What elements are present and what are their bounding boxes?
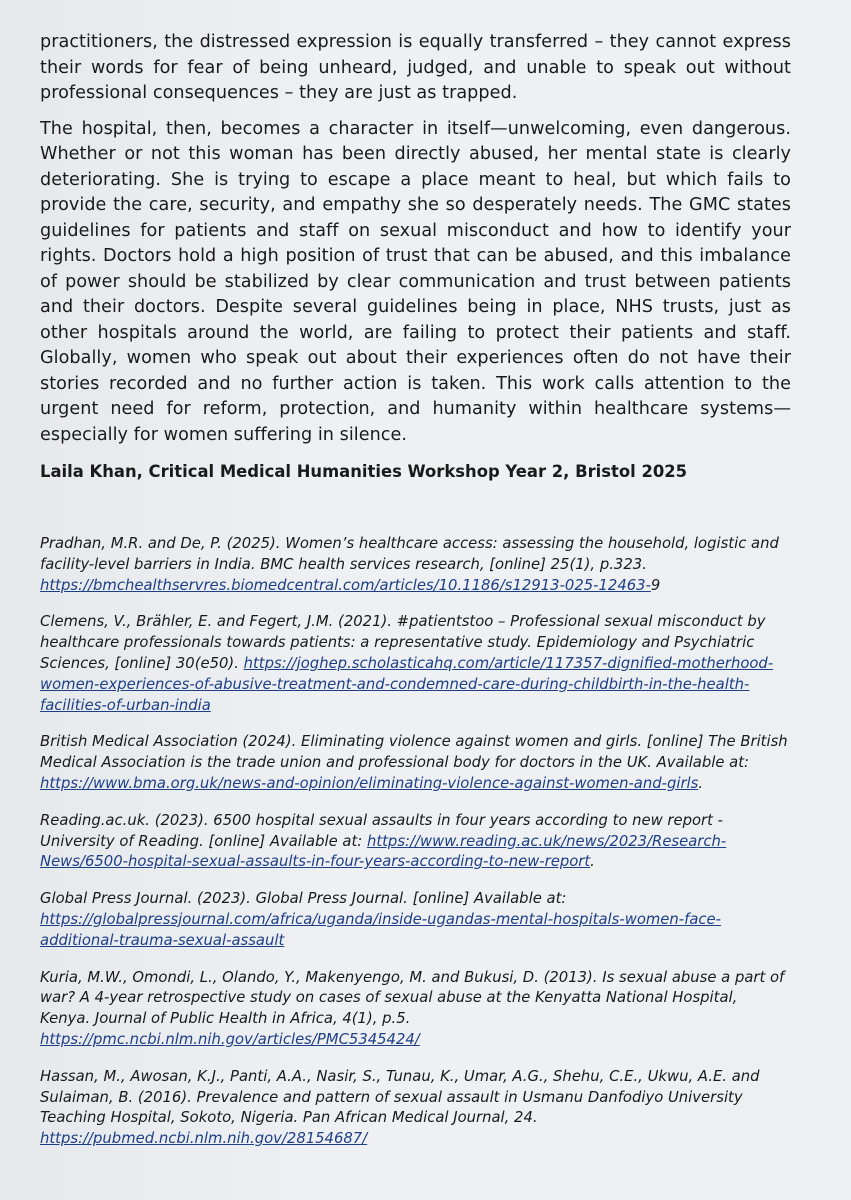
reference-citation: Reading.ac.uk. (2023). 6500 hospital sexual assaults in four years according to new report - University of Reading. [online] Available at: (40, 811, 723, 850)
reference-citation: Global Press Journal. (2023). Global Press Journal. [online] Available at: (40, 890, 567, 908)
reference-item (40, 612, 791, 716)
reference-link[interactable]: https://globalpressjournal.com/africa/uganda/inside-ugandas-mental-hospitals-women-face-additional-trauma-sexual-assault (40, 910, 721, 949)
reference-list (40, 534, 791, 1150)
reference-link[interactable]: https://bmchealthservres.biomedcentral.com/articles/10.1186/s12913-025-12463- (40, 576, 651, 594)
body-paragraph-2: The hospital, then, becomes a character in itself—unwelcoming, even dangerous. Whether or not this woman has been directly abused, her mental state is clearly deteriorating. She is trying to escape a place meant to heal, but which fails to provide the care, security, and empathy she so desperately needs. The GMC states guidelines for patients and staff on sexual misconduct and how to identify your rights. Doctors hold a high position of trust that can be abused, and this imbalance of power should be stabilized by clear communication and trust between patients and their doctors. Despite several guidelines being in place, NHS trusts, just as other hospitals around the world, are failing to protect their patients and staff. Globally, women who speak out about their experiences often do not have their stories recorded and no further action is taken. This work calls attention to the urgent need for reform, protection, and humanity within healthcare systems—especially for women suffering in silence. (40, 118, 791, 445)
reference-citation: Clemens, V., Brähler, E. and Fegert, J.M. (2021). #patientstoo – Professional sexual misconduct by healthcare professionals towards patients: a representative study. Epidemiology and Psychiatric Sciences, [online] 30(e50). (40, 613, 766, 672)
reference-link[interactable]: https://pubmed.ncbi.nlm.nih.gov/28154687/ (40, 1130, 368, 1148)
reference-citation: Hassan, M., Awosan, K.J., Panti, A.A., Nasir, S., Tunau, K., Umar, A.G., Shehu, C.E., Ukwu, A.E. and Sulaiman, B. (2016). Prevalence and pattern of sexual assault in Usmanu Danfodiyo University Teaching Hospital, Sokoto, Nigeria. Pan African Medical Journal, 24. (40, 1067, 760, 1127)
reference-link[interactable]: https://www.bma.org.uk/news-and-opinion/eliminating-violence-against-women-and-girls (40, 774, 699, 792)
reference-citation: British Medical Association (2024). Eliminating violence against women and girls. [online] The British Medical Association is the trade union and professional body for doctors in the UK. Available at: (40, 733, 788, 772)
reference-item (40, 534, 791, 596)
reference-item (40, 1067, 791, 1150)
reference-link[interactable]: https://joghep.scholasticahq.com/article/117357-dignified-motherhood-women-experiences-of-abusive-treatment-and-condemned-care-during-childbirth-in-the-health-facilities-of-urban-india (40, 654, 774, 714)
reference-item (40, 811, 791, 873)
body-paragraph-1: practitioners, the distressed expression is equally transferred – they cannot express their words for fear of being unheard, judged, and unable to speak out without professional consequences – they are just as trapped. (40, 32, 791, 103)
reference-item (40, 889, 791, 951)
reference-citation: Pradhan, M.R. and De, P. (2025). Women’s healthcare access: assessing the household, logistic and facility-level barriers in India. BMC health services research, [online] 25(1), p.323. (40, 535, 779, 573)
reference-link-suffix: . (590, 853, 595, 871)
reference-link-suffix: 9 (650, 576, 661, 594)
reference-link[interactable]: https://pmc.ncbi.nlm.nih.gov/articles/PMC5345424/ (40, 1030, 420, 1048)
reference-item (40, 732, 791, 794)
reference-citation: Kuria, M.W., Omondi, L., Olando, Y., Makenyengo, M. and Bukusi, D. (2013). Is sexual abuse a part of war? A 4-year retrospective study on cases of sexual abuse at the Kenyatta National Hospital, Kenya. Journal of Public Health in Africa, 4(1), p.5. (40, 968, 785, 1028)
reference-link-suffix: . (698, 774, 704, 792)
reference-item (40, 968, 791, 1051)
reference-link[interactable]: https://www.reading.ac.uk/news/2023/Research-News/6500-hospital-sexual-assaults-in-four-years-according-to-new-report (40, 832, 727, 871)
author-signature: Laila Khan, Critical Medical Humanities Workshop Year 2, Bristol 2025 (40, 462, 688, 481)
